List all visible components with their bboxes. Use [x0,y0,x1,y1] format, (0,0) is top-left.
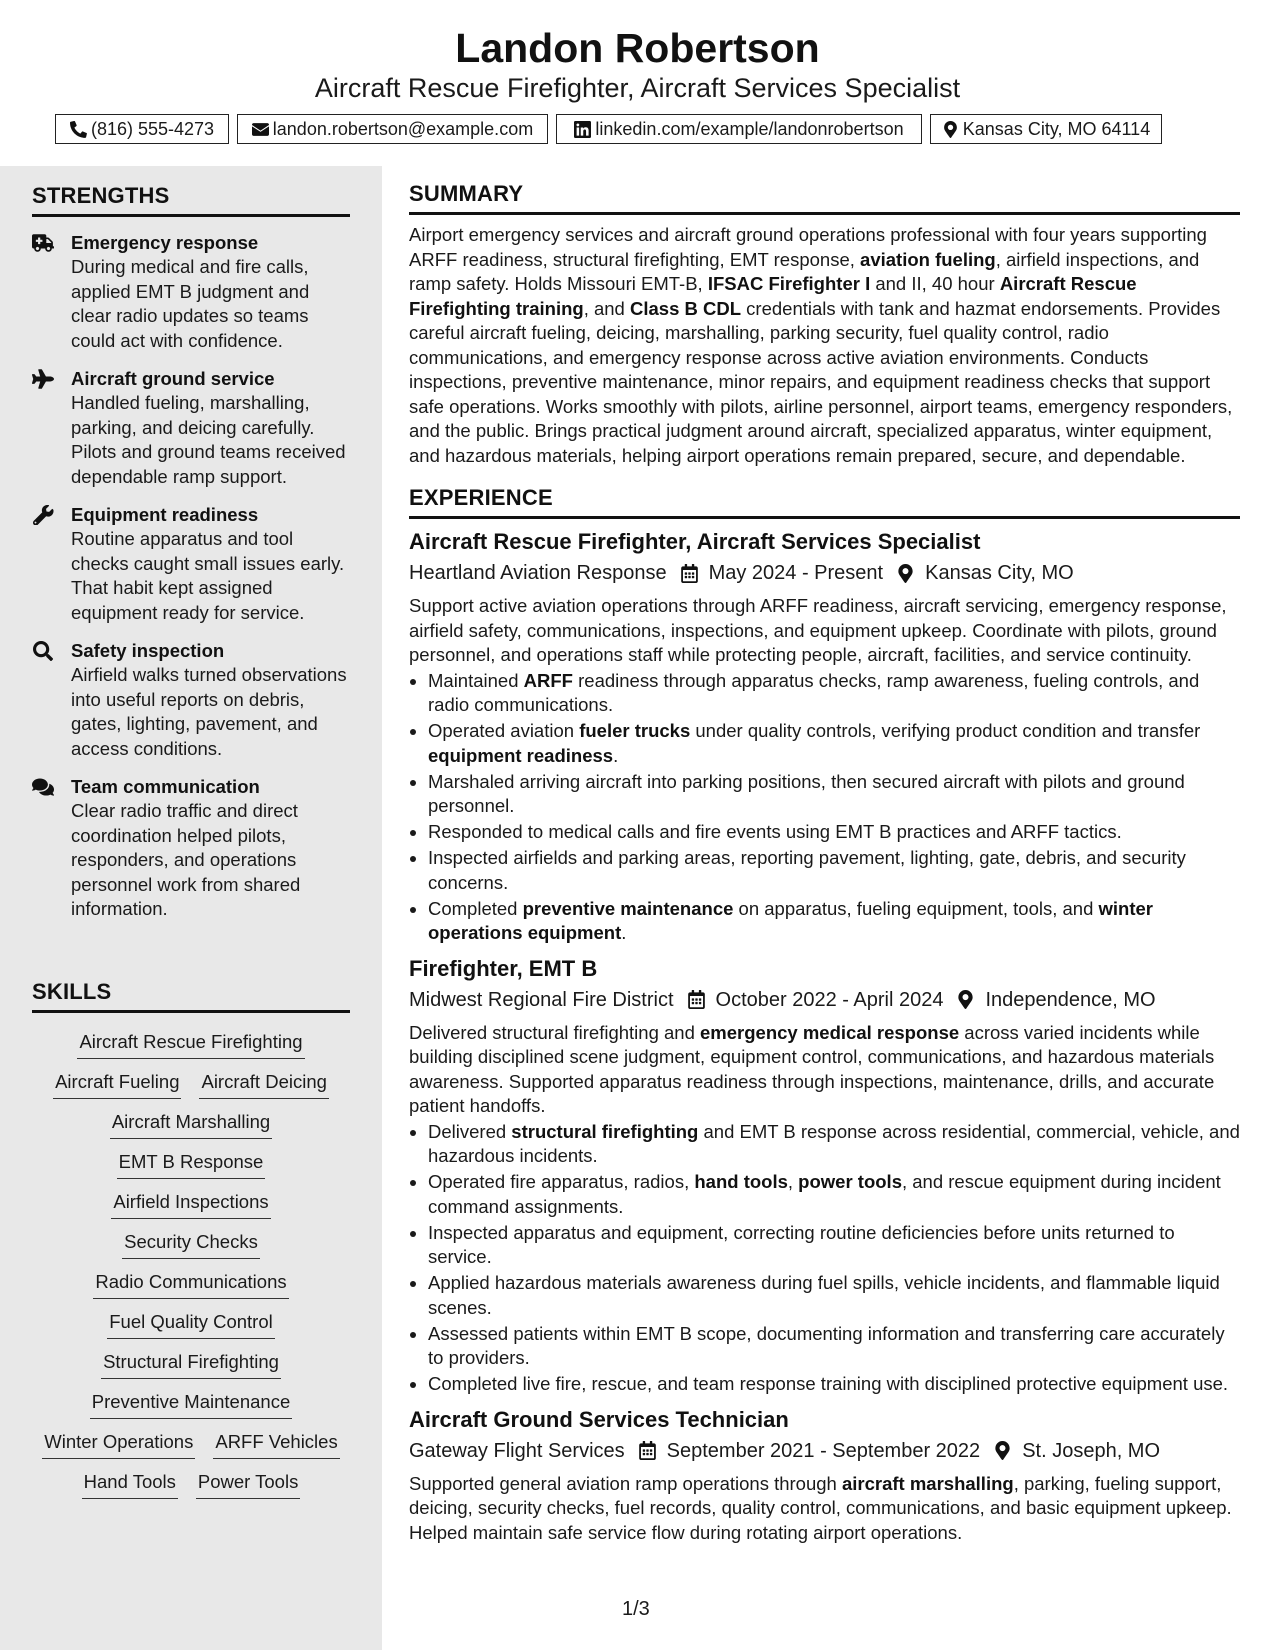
calendar-icon [688,990,705,1009]
job-company: Midwest Regional Fire District [409,988,674,1011]
phone-icon [70,121,87,138]
emphasis-text: aircraft marshalling [841,1472,1014,1494]
map-pin-icon [942,121,959,138]
emphasis-text: equipment readiness [428,744,614,766]
wrench-icon [32,505,54,525]
skill-tag: Preventive Maintenance [90,1390,292,1419]
job-dates: May 2024 - Present [708,562,884,584]
skill-tag: Power Tools [196,1470,300,1499]
experience-section [409,484,1240,1545]
skill-tag: Radio Communications [93,1270,288,1299]
strength-item [32,639,350,761]
sidebar [0,166,382,1650]
strength-item [32,503,350,625]
job-bullet: • Operated fire apparatus, radios, hand tools, power tools, and rescue equipment during incident command assignments. [428,1170,1240,1219]
search-icon [32,641,54,661]
job-description: Support active aviation operations through ARFF readiness, aircraft servicing, emergency response, airfield safety, communications, inspections, and equipment upkeep. Coordinate with pilots, ground personnel, and operations staff while protecting people, aircraft, facilities, and service continuity. [409,595,1227,665]
job-description: Supported general aviation ramp operations through aircraft marshalling, parking, fueling support, deicing, security checks, fuel records, quality control, communications, and basic equipment upkeep. Helped maintain safe service flow during rotating airport operations. [409,1472,1232,1543]
skill-tag: EMT B Response [117,1150,266,1179]
job-title: Firefighter, EMT B [409,955,598,981]
comments-icon [32,777,54,797]
job-bullet: • Completed live fire, rescue, and team response training with disciplined protective equipment use. [428,1372,1240,1397]
job-entry [409,527,1240,946]
job-description: Delivered structural firefighting and emergency medical response across varied incidents while building disciplined scene judgment, equipment control, communications, and hazardous materials awareness. Supported apparatus readiness through inspections, maintenance, drills, and accurate patient handoffs. [409,1021,1215,1116]
summary-heading: SUMMARY [409,180,1240,215]
linkedin-icon [574,121,591,138]
contact-text: (816) 555-4273 [90,118,215,139]
job-meta [409,1436,1240,1466]
job-bullet: • Inspected airfields and parking areas, reporting pavement, lighting, gate, debris, and security concerns. [428,846,1240,895]
emphasis-text: fueler trucks [579,720,691,741]
emphasis-text: Class B CDL [630,297,742,319]
envelope-icon [252,121,269,138]
contact-text: Kansas City, MO 64114 [962,118,1151,139]
skill-tag: Security Checks [122,1230,260,1259]
job-entry [409,954,1240,1397]
skills-section [32,978,350,1499]
emphasis-text: structural firefighting [511,1120,699,1142]
job-bullet: • Delivered structural firefighting and EMT B response across residential, commercial, vehicle, and hazardous incidents. [428,1120,1240,1169]
emphasis-text: Aircraft Rescue Firefighting training [409,273,1137,319]
strength-text: Clear radio traffic and direct coordination helped pilots, responders, and operations personnel work from shared information. [71,800,301,919]
job-bullet: • Inspected apparatus and equipment, correcting routine deficiencies before units returned to service. [428,1221,1240,1270]
job-location: Kansas City, MO [925,562,1074,584]
emphasis-text: ARFF [523,669,573,691]
strengths-section [32,182,350,922]
page-number: 1/3 [622,1598,650,1620]
experience-heading: EXPERIENCE [409,484,1240,519]
strength-title: Aircraft ground service [71,368,275,389]
job-bullet: • Applied hazardous materials awareness during fuel spills, vehicle incidents, and flammable liquid scenes. [428,1271,1240,1320]
skill-tag: Winter Operations [42,1430,195,1459]
emphasis-text: emergency medical response [700,1021,960,1043]
resume-header [0,0,1275,166]
job-bullet: • Marshaled arriving aircraft into parking positions, then secured aircraft with pilots and ground personnel. [428,770,1240,819]
candidate-headline: Aircraft Rescue Firefighter, Aircraft Services Specialist [314,73,961,103]
summary-text: Airport emergency services and aircraft ground operations professional with four years supporting ARFF readiness, structural firefighting, EMT response, aviation fueling, airfield inspections, and ramp safety. Holds Missouri EMT-B, IFSAC Firefighter I and II, 40 hour Aircraft Rescue Firefighting training, and Class B CDL credentials with tank and hazmat endorsements. Provides careful aircraft fueling, deicing, marshalling, parking security, fuel quality control, radio communications, and emergency response across active aviation environments. Conducts inspections, preventive maintenance, minor repairs, and equipment readiness checks that support safe operations. Works smoothly with pilots, airline personnel, airport teams, emergency responders, and the public. Brings practical judgment around aircraft, specialized apparatus, winter equipment, and hazardous materials, helping airport operations remain prepared, secure, and dependable. [409,224,1233,466]
strengths-heading: STRENGTHS [32,182,350,217]
job-bullet: • Maintained ARFF readiness through apparatus checks, ramp awareness, fueling controls, and radio communications. [428,669,1240,718]
strength-text: Airfield walks turned observations into useful reports on debris, gates, lighting, pavement, and access conditions. [71,664,347,759]
strength-item [32,231,350,353]
map-pin-icon [994,1441,1011,1460]
job-bullet: • Operated aviation fueler trucks under quality controls, verifying product condition and transfer equipment readiness. [428,719,1240,768]
emphasis-text: IFSAC Firefighter I [707,273,871,294]
job-company: Heartland Aviation Response [409,562,667,584]
job-dates: September 2021 - September 2022 [666,1439,981,1462]
job-company: Gateway Flight Services [409,1439,625,1462]
calendar-icon [681,564,698,583]
job-location: St. Joseph, MO [1022,1439,1161,1462]
job-bullet: • Completed preventive maintenance on apparatus, fueling equipment, tools, and winter operations equipment. [428,897,1240,946]
job-title: Aircraft Rescue Firefighter, Aircraft Services Specialist [409,529,981,554]
ambulance-icon [32,233,54,253]
strength-title: Safety inspection [71,640,225,661]
skill-tag: Hand Tools [82,1470,178,1499]
summary-section [409,180,1240,468]
emphasis-text: hand tools [694,1171,788,1192]
map-pin-icon [957,990,974,1009]
strength-text: Routine apparatus and tool checks caught small issues early. That habit kept assigned equipment ready for service. [71,528,345,623]
skill-tag: Structural Firefighting [101,1350,281,1379]
job-dates: October 2022 - April 2024 [715,988,944,1011]
skill-tag: ARFF Vehicles [213,1430,339,1459]
contact-linkedin[interactable] [556,114,922,144]
skills-heading: SKILLS [32,978,350,1013]
contact-phone[interactable] [55,114,229,144]
contact-text: linkedin.com/example/landonrobertson [595,118,904,139]
job-entry [409,1405,1240,1546]
job-bullet: • Assessed patients within EMT B scope, documenting information and transferring care accurately to providers. [428,1322,1240,1371]
strength-title: Equipment readiness [71,504,259,525]
job-meta [409,558,1240,588]
skills-list [32,1019,350,1499]
emphasis-text: aviation fueling [860,248,996,270]
emphasis-text: preventive maintenance [522,897,734,919]
job-title: Aircraft Ground Services Technician [409,1406,789,1432]
contact-text: landon.robertson@example.com [272,118,534,139]
skill-tag: Aircraft Rescue Firefighting [77,1030,304,1059]
strength-text: During medical and fire calls, applied EMT B judgment and clear radio updates so teams could act with confidence. [71,256,310,351]
strength-item [32,367,350,489]
job-bullets [409,669,1240,946]
main-column [409,180,1240,1545]
emphasis-text: winter operations equipment [428,897,1153,943]
contact-bar [55,114,1162,144]
contact-location[interactable] [930,114,1162,144]
skill-tag: Aircraft Fueling [53,1070,181,1099]
contact-email[interactable] [237,114,548,144]
job-location: Independence, MO [985,988,1156,1011]
strength-text: Handled fueling, marshalling, parking, and deicing carefully. Pilots and ground teams received dependable ramp support. [71,392,346,487]
skill-tag: Fuel Quality Control [107,1310,274,1339]
calendar-icon [639,1441,656,1460]
skill-tag: Aircraft Deicing [199,1070,328,1099]
skill-tag: Aircraft Marshalling [110,1110,272,1139]
strength-title: Emergency response [71,232,259,253]
skill-tag: Airfield Inspections [111,1190,270,1219]
strength-item [32,775,350,922]
strength-title: Team communication [71,776,260,797]
plane-icon [32,369,54,389]
emphasis-text: power tools [798,1171,902,1192]
job-bullets [409,1120,1240,1397]
map-pin-icon [897,564,914,583]
candidate-name: Landon Robertson [455,25,820,71]
job-meta [409,985,1240,1015]
job-bullet: • Responded to medical calls and fire events using EMT B practices and ARFF tactics. [428,820,1240,845]
